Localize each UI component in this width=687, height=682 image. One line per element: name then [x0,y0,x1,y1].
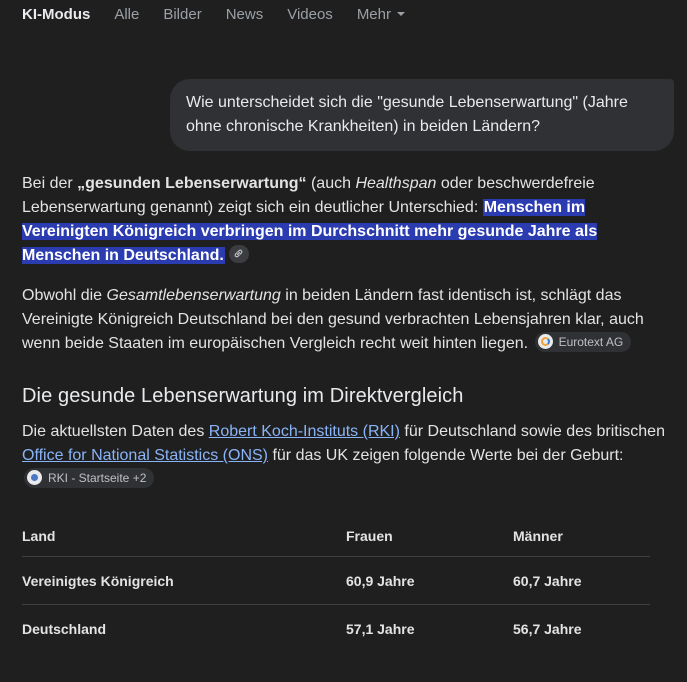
answer-paragraph-1 [22,172,622,268]
tab-bilder[interactable]: Bilder [163,5,202,23]
caret-down-icon [397,12,405,16]
p1-bold-term: „gesunden Lebenserwartung“ [77,175,307,192]
answer-paragraph-3 [22,420,687,492]
table-cell: 57,1 Jahre [346,620,415,637]
tab-ki-modus[interactable]: KI-Modus [22,5,91,23]
source-chip-eurotext[interactable] [535,332,632,352]
p2-italic-term: Gesamtlebenserwartung [106,287,281,304]
tab-videos[interactable]: Videos [287,5,333,23]
tab-alle[interactable]: Alle [114,5,140,23]
tab-mehr[interactable] [357,6,405,23]
user-query-bubble: Wie unterscheidet sich die "gesunde Lebenserwartung" (Jahre ohne chronische Krankheiten) in beiden Ländern? [170,79,674,151]
table-row [22,605,650,652]
search-tabs [22,0,429,28]
source-chip-rki[interactable] [24,468,154,488]
section-heading: Die gesunde Lebenserwartung im Direktvergleich [22,385,464,407]
answer-paragraph-2 [22,284,667,356]
p3-text-3: für das UK zeigen folgende Werte bei der Geburt: [268,447,624,464]
p1-text-2: (auch [306,175,356,192]
tab-news[interactable]: News [225,5,264,23]
comparison-table [22,516,650,652]
source-chip-label: Eurotext AG [558,334,624,349]
link-icon[interactable] [229,245,249,263]
p2-text-2: in beiden Ländern fast identisch ist, schlägt das Vereinigte Königreich Deutschland bei den gesund verbrachten Lebensjahren klar, auch wenn beide Staaten im europäischen Vergleich recht weit hinten liegen. [22,287,644,352]
header-land: Land [22,528,56,544]
header-maenner: Männer [513,528,563,544]
link-rki[interactable]: Robert Koch-Instituts (RKI) [208,423,400,440]
table-cell: 60,7 Jahre [513,572,582,589]
p3-text-2: für Deutschland sowie des britischen [399,423,665,440]
header-frauen: Frauen [346,528,393,544]
p3-text-1: Die aktuellsten Daten des [22,423,209,440]
table-cell: 56,7 Jahre [513,620,582,637]
p1-italic-term: Healthspan [355,175,437,192]
tab-mehr-label: Mehr [356,5,391,23]
table-cell: Vereinigtes Königreich [22,572,174,589]
p2-text-1: Obwohl die [22,287,107,304]
p1-text-3: oder beschwerdefreie Lebenserwartung genannt) zeigt sich ein deutlicher Unterschied: [22,175,595,216]
link-ons[interactable]: Office for National Statistics (ONS) [22,447,268,464]
table-cell: Deutschland [22,620,107,637]
table-cell: 60,9 Jahre [346,572,415,589]
source-chip-label: RKI - Startseite +2 [48,470,147,485]
p1-highlight: Menschen im Vereinigten Königreich verbringen im Durchschnitt mehr gesunde Jahre als Menschen in Deutschland. [22,199,598,264]
rki-favicon-icon [27,470,42,485]
p1-text-1: Bei der [22,175,78,192]
table-row [22,557,650,605]
table-header-row [22,516,650,557]
eurotext-favicon-icon [538,334,553,349]
